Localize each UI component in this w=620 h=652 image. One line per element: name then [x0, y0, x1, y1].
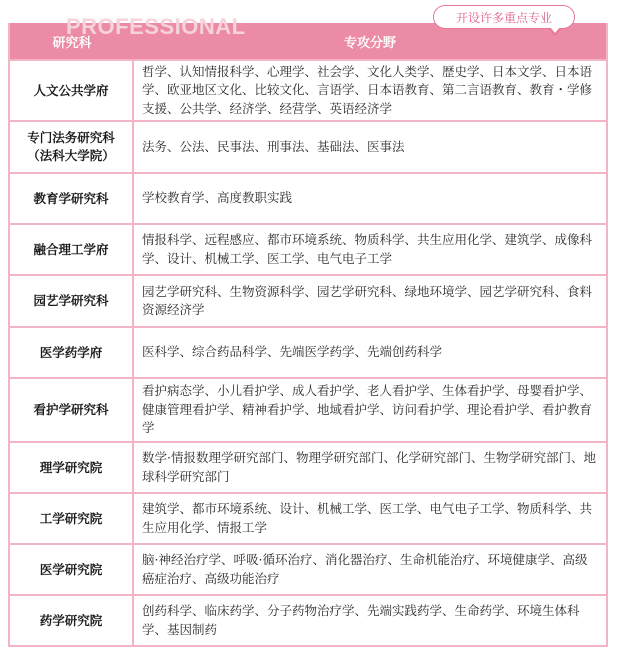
row-fields: 脑·神经治疗学、呼吸·循环治疗、消化器治疗、生命机能治疗、环境健康学、高级癌症治疗、高级功能治疗 — [142, 552, 588, 586]
row-fields: 学校教育学、高度教职实践 — [142, 190, 293, 206]
row-school-name: 医学药学府 — [10, 328, 134, 377]
table-row — [10, 172, 606, 223]
table-row — [10, 377, 606, 441]
table-row — [10, 594, 606, 645]
table-row — [10, 543, 606, 594]
row-fields: 创药科学、临床药学、分子药物治疗学、先端实践药学、生命药学、环境生体科学、基因制药 — [142, 603, 580, 637]
callout-tail-inner — [550, 27, 560, 33]
table-row — [10, 59, 606, 120]
row-school-name: 融合理工学府 — [10, 225, 134, 274]
row-fields: 建筑学、都市环境系统、设计、机械工学、医工学、电气电子工学、物质科学、共生应用化学、情报工学 — [142, 501, 593, 535]
table-row — [10, 120, 606, 172]
row-school-name: 人文公共学府 — [10, 61, 134, 120]
row-school-name: 工学研究院 — [10, 494, 134, 543]
header-graduate-school: 研究科 — [52, 35, 92, 51]
row-school-name: 理学研究院 — [10, 443, 134, 492]
table-row — [10, 223, 606, 274]
row-school-name: 医学研究院 — [10, 545, 134, 594]
table-row — [10, 274, 606, 326]
table-row — [10, 326, 606, 377]
table-row — [10, 492, 606, 543]
row-fields: 医科学、综合药品科学、先端医学药学、先端创药科学 — [142, 344, 443, 360]
row-fields: 看护病态学、小儿看护学、成人看护学、老人看护学、生体看护学、母婴看护学、健康管理看护学、精神看护学、地域看护学、访问看护学、理论看护学、看护教育学 — [142, 383, 593, 436]
row-fields: 园艺学研究科、生物资源科学、园艺学研究科、绿地环境学、园艺学研究科、食料资源经济学 — [142, 283, 593, 317]
row-fields: 法务、公法、民事法、刑事法、基础法、医事法 — [142, 138, 405, 154]
row-fields: 哲学、认知情报科学、心理学、社会学、文化人类学、歴史学、日本文学、日本语学、欧亚地区文化、比较文化、言语学、日本语教育、第二言语教育、教育・学修支援、公共学、经济学、经营学、英语经济学 — [142, 63, 593, 116]
row-school-name: 教育学研究科 — [10, 174, 134, 223]
watermark-text: PROFESSIONAL — [66, 14, 246, 39]
header-specialty-fields: 专攻分野 — [343, 35, 396, 51]
table-row — [10, 441, 606, 492]
callout-badge: 开设许多重点专业 — [433, 5, 575, 29]
row-school-name: 专门法务研究科 （法科大学院） — [10, 122, 134, 172]
row-fields: 数学·情报数理学研究部门、物理学研究部门、化学研究部门、生物学研究部门、地球科学研究部门 — [142, 450, 596, 484]
row-school-name: 看护学研究科 — [10, 379, 134, 441]
graduate-school-table — [8, 23, 608, 647]
row-school-name: 药学研究院 — [10, 596, 134, 645]
row-school-name: 园艺学研究科 — [10, 276, 134, 326]
row-fields: 情报科学、远程感应、都市环境系统、物质科学、共生应用化学、建筑学、成像科学、设计、机械工学、医工学、电气电子工学 — [142, 232, 593, 266]
